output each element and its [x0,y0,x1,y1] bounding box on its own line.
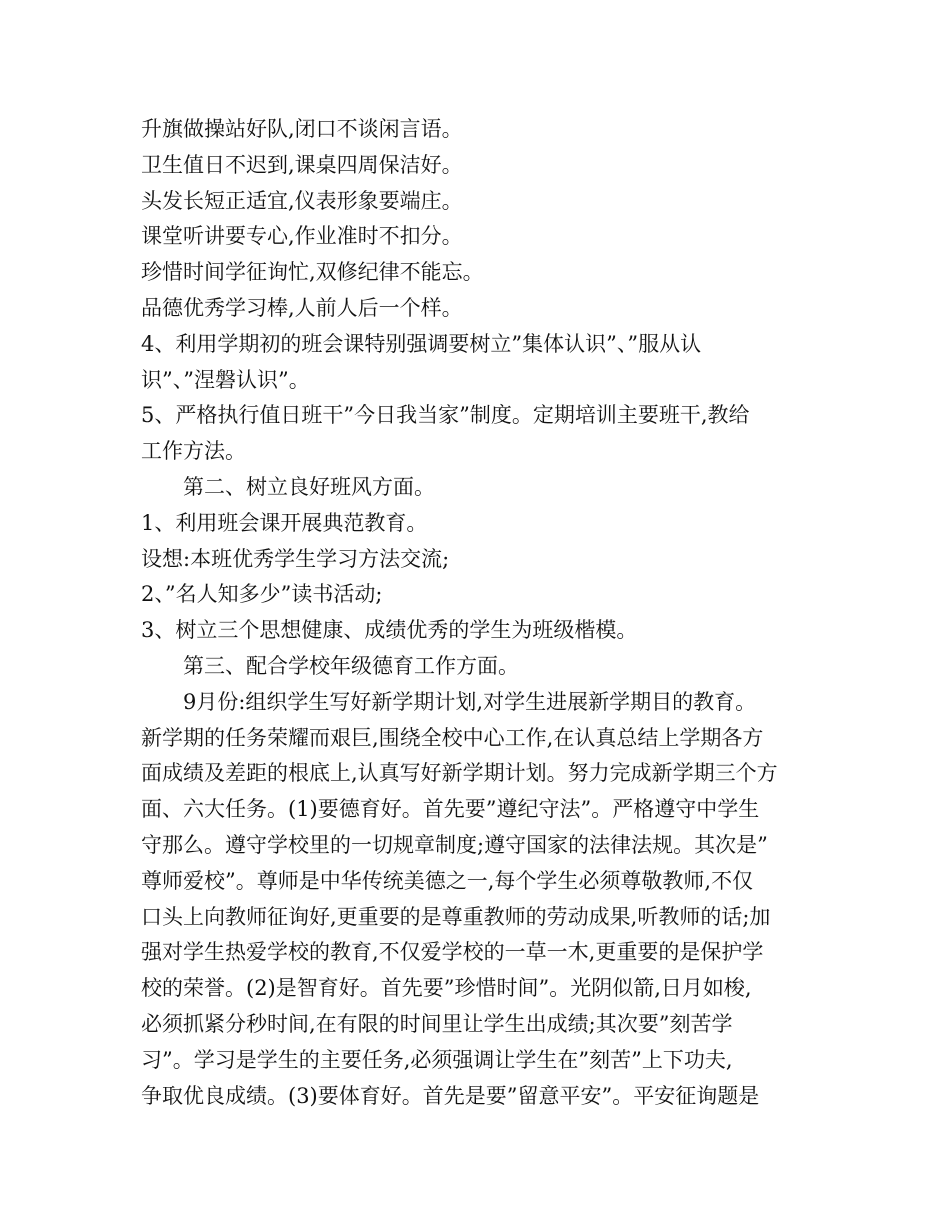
section-heading: 第二、树立良好班风方面。 [183,474,435,499]
text-line: 珍惜时间学征询忙,双修纪律不能忘。 [141,260,484,285]
text-line: 4、利用学期初的班会课特别强调要树立”集体认识”、”服从认 [141,331,702,356]
text-line: 校的荣誉。(2)是智育好。首先要”珍惜时间”。光阴似箭,日月如梭, [141,976,752,1001]
text-line: 品德优秀学习棒,人前人后一个样。 [141,295,463,320]
document-body [141,112,813,1114]
text-line: 头发长短正适宜,仪表形象要端庄。 [141,188,463,213]
text-line: 课堂听讲要专心,作业准时不扣分。 [141,224,463,249]
section-heading: 第三、配合学校年级德育工作方面。 [183,653,519,678]
text-line: 2、”名人知多少”读书活动; [141,582,383,607]
text-line: 升旗做操站好队,闭口不谈闲言语。 [141,117,463,141]
text-line: 面成绩及差距的根底上,认真写好新学期计划。努力完成新学期三个方 [141,761,778,786]
text-line: 5、严格执行值日班干”今日我当家”制度。定期培训主要班干,教给 [141,403,750,428]
text-line: 必须抓紧分秒时间,在有限的时间里让学生出成绩;其次要”刻苦学 [141,1011,733,1036]
text-line: 守那么。遵守学校里的一切规章制度;遵守国家的法律法规。其次是” [141,832,768,857]
text-line: 识”、”涅磐认识”。 [141,367,310,392]
text-line: 卫生值日不迟到,课桌四周保洁好。 [141,152,463,177]
text-line: 1、利用班会课开展典范教育。 [141,510,428,535]
text-line: 设想:本班优秀学生学习方法交流; [141,546,450,571]
text-line: 工作方法。 [141,439,246,464]
text-line: 争取优良成绩。(3)要体育好。首先是要”留意平安”。平安征询题是 [141,1083,760,1108]
text-line: 强对学生热爱学校的教育,不仅爱学校的一草一木,更重要的是保护学 [141,940,764,965]
text-line: 面、六大任务。(1)要德育好。首先要”遵纪守法”。严格遵守中学生 [141,797,760,822]
text-line: 口头上向教师征询好,更重要的是尊重教师的劳动成果,听教师的话;加 [141,904,771,929]
text-line: 习”。学习是学生的主要任务,必须强调让学生在”刻苦”上下功夫, [141,1047,733,1072]
text-line: 3、树立三个思想健康、成绩优秀的学生为班级楷模。 [141,618,638,643]
paragraph-start: 9月份:组织学生写好新学期计划,对学生进展新学期目的教育。 [183,689,757,714]
text-line: 尊师爱校”。尊师是中华传统美德之一,每个学生必须尊敬教师,不仅 [141,868,754,893]
text-line: 新学期的任务荣耀而艰巨,围绕全校中心工作,在认真总结上学期各方 [141,725,764,750]
